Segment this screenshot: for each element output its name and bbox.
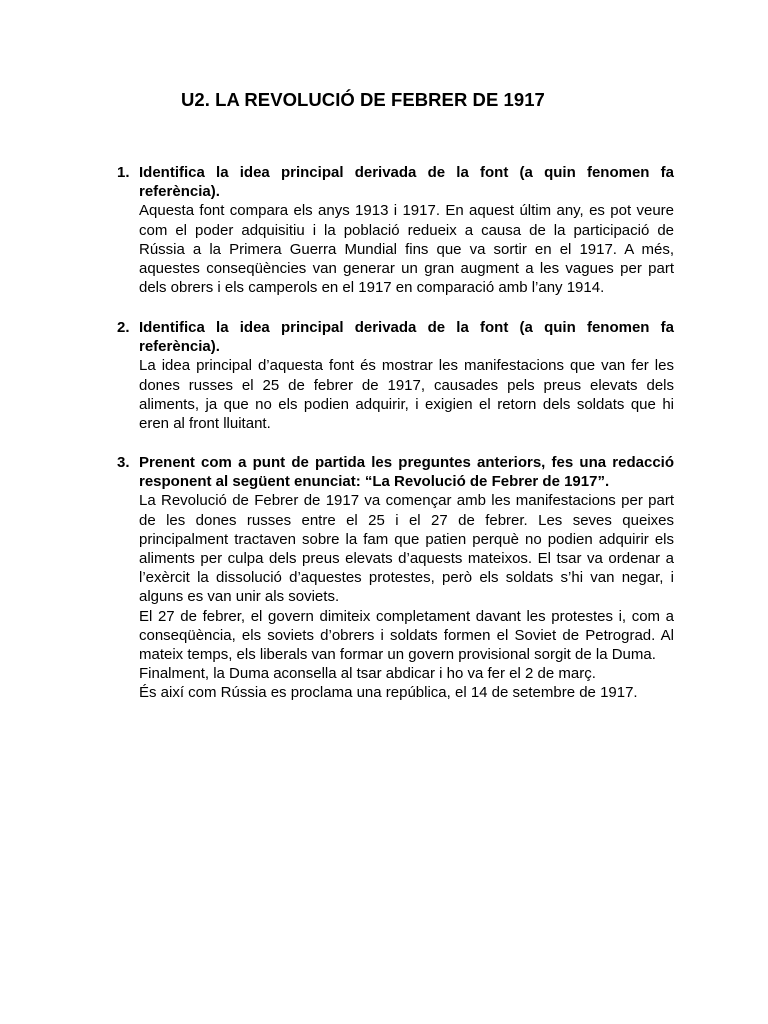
question-number: 3.	[117, 454, 130, 471]
answer-paragraph: El 27 de febrer, el govern dimiteix completament davant les protestes i, com a conseqüència, els soviets d’obrers i soldats formen el Soviet de Petrograd. Al mateix temps, els liberals van formar un govern provisional sorgit de la Duma.	[139, 607, 674, 664]
question-body	[139, 318, 674, 433]
answer-paragraph: És així com Rússia es proclama una república, el 14 de setembre de 1917.	[139, 684, 638, 702]
answer-paragraph: La Revolució de Febrer de 1917 va començar amb les manifestacions per part de les dones russes entre el 25 i el 27 de febrer. Les seves queixes principalment tractaven sobre la fam que patien perquè no podien adquirir els aliments per culpa dels preus elevats d’aquests mateixos. El tsar va ordenar a l’exèrcit la dissolució d’aquestes protestes, però els soldats s’hi van negar, i alguns es van unir als soviets.	[139, 492, 674, 606]
question-heading: Identifica la idea principal derivada de la font (a quin fenomen fa referència).	[139, 319, 674, 356]
question-1	[117, 163, 674, 297]
question-heading: Prenent com a punt de partida les preguntes anteriors, fes una redacció responent al següent enunciat: “La Revolució de Febrer de 1917”.	[139, 454, 674, 491]
answer-paragraph: Finalment, la Duma aconsella al tsar abdicar i ho va fer el 2 de març.	[139, 665, 596, 683]
answer-paragraph: La idea principal d’aquesta font és mostrar les manifestacions que van fer les dones russes el 25 de febrer de 1917, causades pels preus elevats dels aliments, ja que no els podien adquirir, i exigien el retorn dels soldats que hi eren al front lluitant.	[139, 357, 674, 433]
question-body	[139, 453, 674, 703]
answer-paragraph: Aquesta font compara els anys 1913 i 1917. En aquest últim any, es pot veure com el poder adquisitiu i la població redueix a causa de la participació de Rússia a la Primera Guerra Mundial fins que va sortir en el 1917. A més, aquestes conseqüències van generar un gran augment a les vagues per part dels obrers i els camperols en el 1917 en comparació amb l’any 1914.	[139, 202, 674, 297]
question-2	[117, 318, 674, 433]
question-heading: Identifica la idea principal derivada de la font (a quin fenomen fa referència).	[139, 164, 674, 201]
question-number: 1.	[117, 164, 130, 181]
page-title: U2. LA REVOLUCIÓ DE FEBRER DE 1917	[181, 89, 545, 110]
question-3	[117, 453, 674, 703]
question-number: 2.	[117, 319, 130, 336]
question-body	[139, 163, 674, 297]
